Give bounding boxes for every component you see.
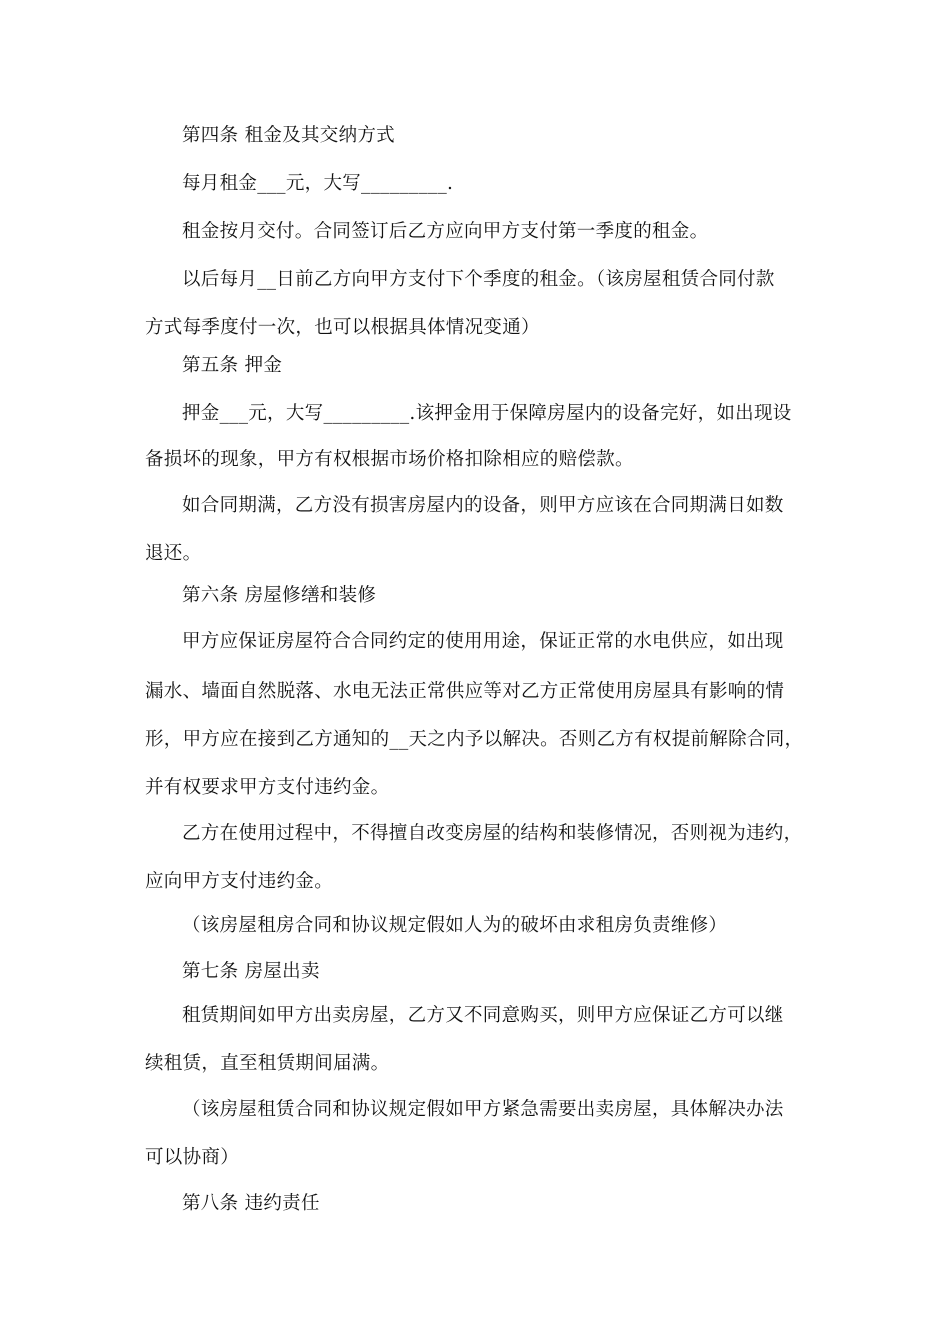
paragraph-line: 以后每月__日前乙方向甲方支付下个季度的租金。（该房屋租赁合同付款 bbox=[182, 269, 775, 290]
paragraph-line: 可以协商） bbox=[145, 1147, 240, 1168]
paragraph-line: 每月租金___元，大写_________. bbox=[182, 173, 454, 194]
paragraph-line: 形，甲方应在接到乙方通知的__天之内予以解决。否则乙方有权提前解除合同， bbox=[145, 729, 804, 750]
paragraph-line: 押金___元，大写_________.该押金用于保障房屋内的设备完好，如出现设 bbox=[182, 403, 792, 424]
paragraph-line: 续租赁，直至租赁期间届满。 bbox=[145, 1053, 390, 1074]
paragraph-line: 并有权要求甲方支付违约金。 bbox=[145, 777, 390, 798]
paragraph-line: 乙方在使用过程中，不得擅自改变房屋的结构和装修情况，否则视为违约， bbox=[182, 823, 803, 844]
paragraph-line: 甲方应保证房屋符合合同约定的使用用途，保证正常的水电供应，如出现 bbox=[182, 631, 784, 652]
article-6-heading: 第六条 房屋修缮和装修 bbox=[182, 585, 377, 606]
paragraph-line: 退还。 bbox=[145, 543, 202, 564]
article-8-heading: 第八条 违约责任 bbox=[182, 1193, 320, 1214]
paragraph-line: （该房屋租房合同和协议规定假如人为的破坏由求租房负责维修） bbox=[182, 915, 728, 936]
paragraph-line: 方式每季度付一次，也可以根据具体情况变通） bbox=[145, 317, 540, 338]
paragraph-line: 漏水、墙面自然脱落、水电无法正常供应等对乙方正常使用房屋具有影响的情 bbox=[145, 681, 785, 702]
article-7-heading: 第七条 房屋出卖 bbox=[182, 961, 320, 982]
article-4-heading: 第四条 租金及其交纳方式 bbox=[182, 125, 395, 146]
article-5-heading: 第五条 押金 bbox=[182, 355, 283, 376]
paragraph-line: （该房屋租赁合同和协议规定假如甲方紧急需要出卖房屋，具体解决办法 bbox=[182, 1099, 784, 1120]
paragraph-line: 应向甲方支付违约金。 bbox=[145, 871, 334, 892]
paragraph-line: 如合同期满，乙方没有损害房屋内的设备，则甲方应该在合同期满日如数 bbox=[182, 495, 784, 516]
paragraph-line: 租金按月交付。合同签订后乙方应向甲方支付第一季度的租金。 bbox=[182, 221, 709, 242]
paragraph-line: 租赁期间如甲方出卖房屋，乙方又不同意购买，则甲方应保证乙方可以继 bbox=[182, 1005, 784, 1026]
paragraph-line: 备损坏的现象，甲方有权根据市场价格扣除相应的赔偿款。 bbox=[145, 449, 634, 470]
